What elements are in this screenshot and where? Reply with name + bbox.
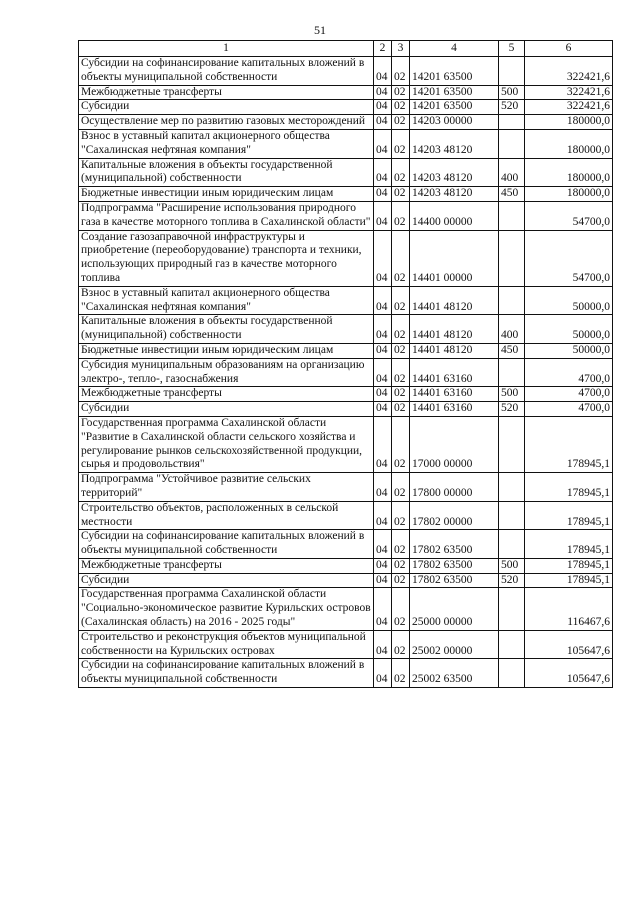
table-row bbox=[79, 573, 613, 588]
expense-type-code bbox=[499, 286, 525, 315]
subsection-code: 02 bbox=[392, 588, 410, 630]
item-name: Субсидии bbox=[79, 573, 374, 588]
section-code: 04 bbox=[374, 286, 392, 315]
amount: 116467,6 bbox=[525, 588, 613, 630]
target-article-code: 17800 00000 bbox=[410, 473, 499, 502]
expense-type-code: 520 bbox=[499, 402, 525, 417]
expense-type-code bbox=[499, 473, 525, 502]
item-name: Субсидия муниципальным образованиям на организацию электро-, тепло-, газоснабжения bbox=[79, 358, 374, 387]
section-code: 04 bbox=[374, 402, 392, 417]
target-article-code: 14203 48120 bbox=[410, 129, 499, 158]
subsection-code: 02 bbox=[392, 158, 410, 187]
table-row bbox=[79, 100, 613, 115]
section-code: 04 bbox=[374, 630, 392, 659]
item-name: Субсидии на софинансирование капитальных вложений в объекты муниципальной собственности bbox=[79, 659, 374, 688]
table-row bbox=[79, 230, 613, 286]
target-article-code: 25002 63500 bbox=[410, 659, 499, 688]
section-code: 04 bbox=[374, 57, 392, 86]
subsection-code: 02 bbox=[392, 100, 410, 115]
table-row bbox=[79, 501, 613, 530]
expense-type-code bbox=[499, 115, 525, 130]
target-article-code: 17000 00000 bbox=[410, 416, 499, 472]
section-code: 04 bbox=[374, 358, 392, 387]
table-row bbox=[79, 558, 613, 573]
column-header-3: 3 bbox=[392, 41, 410, 57]
expense-type-code: 400 bbox=[499, 158, 525, 187]
amount: 50000,0 bbox=[525, 343, 613, 358]
subsection-code: 02 bbox=[392, 416, 410, 472]
amount: 178945,1 bbox=[525, 501, 613, 530]
table-row bbox=[79, 588, 613, 630]
amount: 180000,0 bbox=[525, 187, 613, 202]
subsection-code: 02 bbox=[392, 286, 410, 315]
amount: 54700,0 bbox=[525, 230, 613, 286]
item-name: Взнос в уставный капитал акционерного общества "Сахалинская нефтяная компания" bbox=[79, 129, 374, 158]
column-header-4: 4 bbox=[410, 41, 499, 57]
column-header-5: 5 bbox=[499, 41, 525, 57]
subsection-code: 02 bbox=[392, 387, 410, 402]
section-code: 04 bbox=[374, 129, 392, 158]
item-name: Субсидии bbox=[79, 100, 374, 115]
header-row bbox=[79, 41, 613, 57]
subsection-code: 02 bbox=[392, 573, 410, 588]
page-number: 51 bbox=[314, 23, 326, 37]
item-name: Подпрограмма "Устойчивое развитие сельских территорий" bbox=[79, 473, 374, 502]
section-code: 04 bbox=[374, 85, 392, 100]
section-code: 04 bbox=[374, 473, 392, 502]
amount: 4700,0 bbox=[525, 387, 613, 402]
subsection-code: 02 bbox=[392, 501, 410, 530]
section-code: 04 bbox=[374, 659, 392, 688]
item-name: Субсидии на софинансирование капитальных вложений в объекты муниципальной собственности bbox=[79, 57, 374, 86]
target-article-code: 14203 48120 bbox=[410, 187, 499, 202]
expense-type-code bbox=[499, 57, 525, 86]
table-row bbox=[79, 659, 613, 688]
table-row bbox=[79, 57, 613, 86]
subsection-code: 02 bbox=[392, 343, 410, 358]
expense-type-code bbox=[499, 416, 525, 472]
amount: 178945,1 bbox=[525, 558, 613, 573]
column-header-1: 1 bbox=[79, 41, 374, 57]
item-name: Создание газозаправочной инфраструктуры и приобретение (переоборудование) транспорта и техники, использующих природный газ в качестве моторного топлива bbox=[79, 230, 374, 286]
table-row bbox=[79, 630, 613, 659]
target-article-code: 14401 48120 bbox=[410, 286, 499, 315]
section-code: 04 bbox=[374, 201, 392, 230]
table-row bbox=[79, 315, 613, 344]
table-row bbox=[79, 402, 613, 417]
expense-type-code: 450 bbox=[499, 187, 525, 202]
amount: 178945,1 bbox=[525, 573, 613, 588]
item-name: Строительство объектов, расположенных в сельской местности bbox=[79, 501, 374, 530]
amount: 4700,0 bbox=[525, 358, 613, 387]
target-article-code: 14201 63500 bbox=[410, 85, 499, 100]
item-name: Строительство и реконструкция объектов муниципальной собственности на Курильских островах bbox=[79, 630, 374, 659]
item-name: Осуществление мер по развитию газовых месторождений bbox=[79, 115, 374, 130]
expense-type-code bbox=[499, 129, 525, 158]
target-article-code: 25000 00000 bbox=[410, 588, 499, 630]
amount: 180000,0 bbox=[525, 129, 613, 158]
target-article-code: 14203 48120 bbox=[410, 158, 499, 187]
section-code: 04 bbox=[374, 158, 392, 187]
subsection-code: 02 bbox=[392, 230, 410, 286]
section-code: 04 bbox=[374, 230, 392, 286]
section-code: 04 bbox=[374, 115, 392, 130]
column-header-6: 6 bbox=[525, 41, 613, 57]
table-body bbox=[79, 57, 613, 688]
target-article-code: 14400 00000 bbox=[410, 201, 499, 230]
item-name: Подпрограмма "Расширение использования природного газа в качестве моторного топлива в Сахалинской области" bbox=[79, 201, 374, 230]
expense-type-code bbox=[499, 358, 525, 387]
expense-type-code bbox=[499, 230, 525, 286]
amount: 105647,6 bbox=[525, 630, 613, 659]
table-row bbox=[79, 115, 613, 130]
table-row bbox=[79, 530, 613, 559]
amount: 178945,1 bbox=[525, 416, 613, 472]
item-name: Межбюджетные трансферты bbox=[79, 387, 374, 402]
item-name: Межбюджетные трансферты bbox=[79, 558, 374, 573]
target-article-code: 14401 63160 bbox=[410, 358, 499, 387]
expense-type-code: 400 bbox=[499, 315, 525, 344]
table-row bbox=[79, 286, 613, 315]
amount: 50000,0 bbox=[525, 315, 613, 344]
subsection-code: 02 bbox=[392, 558, 410, 573]
item-name: Государственная программа Сахалинской области "Развитие в Сахалинской области сельского хозяйства и регулирование рынков сельскохозяйственной продукции, сырья и продовольствия" bbox=[79, 416, 374, 472]
target-article-code: 17802 63500 bbox=[410, 530, 499, 559]
amount: 180000,0 bbox=[525, 158, 613, 187]
expense-type-code bbox=[499, 501, 525, 530]
target-article-code: 17802 00000 bbox=[410, 501, 499, 530]
amount: 50000,0 bbox=[525, 286, 613, 315]
amount: 322421,6 bbox=[525, 100, 613, 115]
target-article-code: 14401 63160 bbox=[410, 387, 499, 402]
section-code: 04 bbox=[374, 558, 392, 573]
amount: 178945,1 bbox=[525, 530, 613, 559]
amount: 178945,1 bbox=[525, 473, 613, 502]
target-article-code: 14201 63500 bbox=[410, 100, 499, 115]
table-row bbox=[79, 473, 613, 502]
target-article-code: 14401 48120 bbox=[410, 343, 499, 358]
amount: 105647,6 bbox=[525, 659, 613, 688]
item-name: Государственная программа Сахалинской области "Социально-экономическое развитие Курильских островов (Сахалинская область) на 2016 - 2025 годы" bbox=[79, 588, 374, 630]
item-name: Бюджетные инвестиции иным юридическим лицам bbox=[79, 343, 374, 358]
table-row bbox=[79, 387, 613, 402]
item-name: Капитальные вложения в объекты государственной (муниципальной) собственности bbox=[79, 315, 374, 344]
target-article-code: 17802 63500 bbox=[410, 573, 499, 588]
subsection-code: 02 bbox=[392, 187, 410, 202]
section-code: 04 bbox=[374, 100, 392, 115]
subsection-code: 02 bbox=[392, 201, 410, 230]
subsection-code: 02 bbox=[392, 473, 410, 502]
section-code: 04 bbox=[374, 315, 392, 344]
budget-table bbox=[78, 40, 613, 688]
section-code: 04 bbox=[374, 416, 392, 472]
table-row bbox=[79, 187, 613, 202]
expense-type-code: 520 bbox=[499, 100, 525, 115]
subsection-code: 02 bbox=[392, 129, 410, 158]
target-article-code: 14401 48120 bbox=[410, 315, 499, 344]
subsection-code: 02 bbox=[392, 57, 410, 86]
target-article-code: 14201 63500 bbox=[410, 57, 499, 86]
subsection-code: 02 bbox=[392, 115, 410, 130]
section-code: 04 bbox=[374, 573, 392, 588]
subsection-code: 02 bbox=[392, 315, 410, 344]
target-article-code: 14401 00000 bbox=[410, 230, 499, 286]
target-article-code: 17802 63500 bbox=[410, 558, 499, 573]
subsection-code: 02 bbox=[392, 85, 410, 100]
target-article-code: 14401 63160 bbox=[410, 402, 499, 417]
table-row bbox=[79, 343, 613, 358]
subsection-code: 02 bbox=[392, 358, 410, 387]
section-code: 04 bbox=[374, 187, 392, 202]
section-code: 04 bbox=[374, 387, 392, 402]
item-name: Бюджетные инвестиции иным юридическим лицам bbox=[79, 187, 374, 202]
amount: 322421,6 bbox=[525, 85, 613, 100]
expense-type-code: 500 bbox=[499, 558, 525, 573]
expense-type-code bbox=[499, 201, 525, 230]
section-code: 04 bbox=[374, 501, 392, 530]
subsection-code: 02 bbox=[392, 659, 410, 688]
expense-type-code: 500 bbox=[499, 387, 525, 402]
column-header-2: 2 bbox=[374, 41, 392, 57]
item-name: Взнос в уставный капитал акционерного общества "Сахалинская нефтяная компания" bbox=[79, 286, 374, 315]
target-article-code: 25002 00000 bbox=[410, 630, 499, 659]
amount: 180000,0 bbox=[525, 115, 613, 130]
table-row bbox=[79, 201, 613, 230]
expense-type-code bbox=[499, 659, 525, 688]
table-row bbox=[79, 85, 613, 100]
target-article-code: 14203 00000 bbox=[410, 115, 499, 130]
table-row bbox=[79, 129, 613, 158]
expense-type-code: 500 bbox=[499, 85, 525, 100]
subsection-code: 02 bbox=[392, 402, 410, 417]
expense-type-code: 520 bbox=[499, 573, 525, 588]
section-code: 04 bbox=[374, 343, 392, 358]
expense-type-code bbox=[499, 588, 525, 630]
expense-type-code: 450 bbox=[499, 343, 525, 358]
item-name: Субсидии на софинансирование капитальных вложений в объекты муниципальной собственности bbox=[79, 530, 374, 559]
expense-type-code bbox=[499, 630, 525, 659]
table-row bbox=[79, 416, 613, 472]
subsection-code: 02 bbox=[392, 630, 410, 659]
table-row bbox=[79, 358, 613, 387]
amount: 54700,0 bbox=[525, 201, 613, 230]
item-name: Субсидии bbox=[79, 402, 374, 417]
table-row bbox=[79, 158, 613, 187]
section-code: 04 bbox=[374, 530, 392, 559]
section-code: 04 bbox=[374, 588, 392, 630]
expense-type-code bbox=[499, 530, 525, 559]
item-name: Межбюджетные трансферты bbox=[79, 85, 374, 100]
amount: 322421,6 bbox=[525, 57, 613, 86]
subsection-code: 02 bbox=[392, 530, 410, 559]
amount: 4700,0 bbox=[525, 402, 613, 417]
item-name: Капитальные вложения в объекты государственной (муниципальной) собственности bbox=[79, 158, 374, 187]
